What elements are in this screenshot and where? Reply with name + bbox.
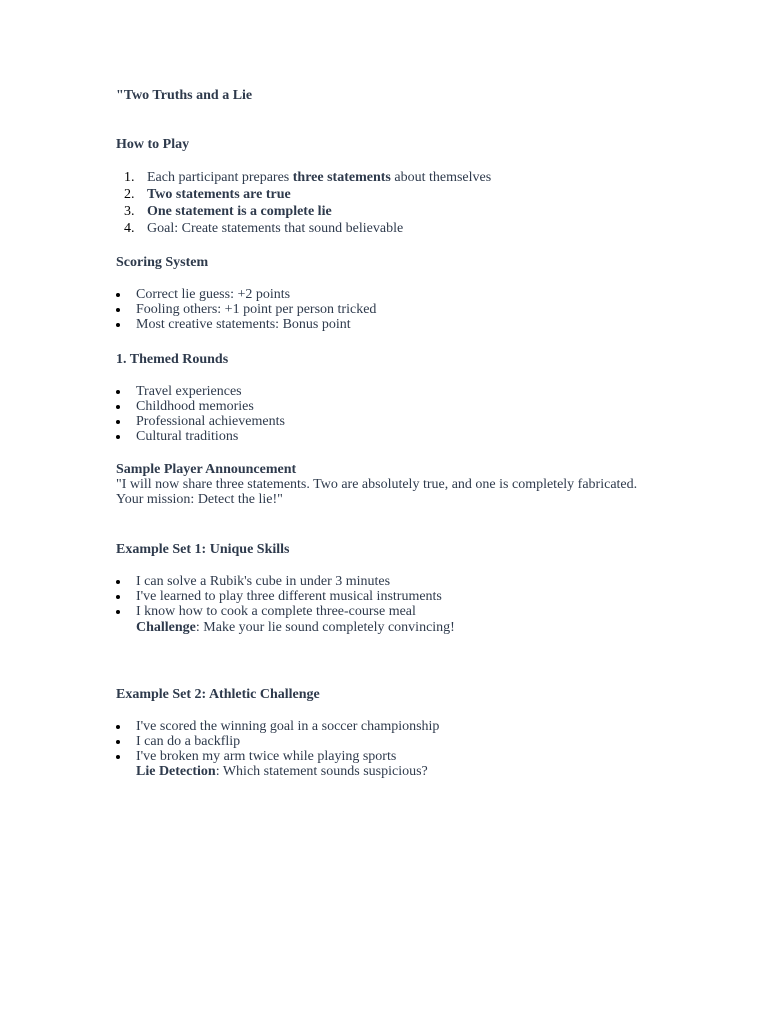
bullet-icon bbox=[116, 323, 120, 327]
list-item: Most creative statements: Bonus point bbox=[116, 317, 376, 332]
list-item: Cultural traditions bbox=[116, 429, 285, 444]
list-item: I can solve a Rubik's cube in under 3 minutes bbox=[116, 574, 442, 589]
list-item: I've learned to play three different musical instruments bbox=[116, 589, 442, 604]
list-item: I can do a backflip bbox=[116, 734, 439, 749]
themed-rounds-heading: 1. Themed Rounds bbox=[116, 352, 229, 367]
bullet-icon bbox=[116, 293, 120, 297]
bullet-icon bbox=[116, 755, 120, 759]
document-title: "Two Truths and a Lie bbox=[116, 88, 253, 103]
announcement-line-1: "I will now share three statements. Two are absolutely true, and one is completely fabricated. bbox=[116, 477, 638, 492]
scoring-list bbox=[116, 287, 376, 332]
scoring-heading: Scoring System bbox=[116, 255, 209, 270]
how-to-play-list bbox=[116, 169, 491, 237]
example-set-2-note: Lie Detection: Which statement sounds suspicious? bbox=[136, 764, 428, 779]
bullet-icon bbox=[116, 405, 120, 409]
announcement-heading: Sample Player Announcement bbox=[116, 462, 297, 477]
bullet-icon bbox=[116, 420, 120, 424]
how-to-play-heading: How to Play bbox=[116, 137, 190, 152]
list-item: I've broken my arm twice while playing sports bbox=[116, 749, 439, 764]
list-item: I've scored the winning goal in a soccer championship bbox=[116, 719, 439, 734]
announcement-line-2: Your mission: Detect the lie!" bbox=[116, 492, 283, 507]
bullet-icon bbox=[116, 740, 120, 744]
bullet-icon bbox=[116, 308, 120, 312]
list-item: 3. One statement is a complete lie bbox=[124, 204, 332, 219]
bullet-icon bbox=[116, 580, 120, 584]
bullet-icon bbox=[116, 595, 120, 599]
example-set-1-list bbox=[116, 574, 442, 619]
list-item: Professional achievements bbox=[116, 414, 285, 429]
bullet-icon bbox=[116, 435, 120, 439]
example-set-1-note: Challenge: Make your lie sound completely convincing! bbox=[136, 620, 455, 635]
example-set-2-heading: Example Set 2: Athletic Challenge bbox=[116, 687, 320, 702]
list-item: Correct lie guess: +2 points bbox=[116, 287, 376, 302]
bullet-icon bbox=[116, 610, 120, 614]
list-item: Fooling others: +1 point per person tricked bbox=[116, 302, 376, 317]
list-item: 2. Two statements are true bbox=[124, 187, 291, 202]
example-set-1-heading: Example Set 1: Unique Skills bbox=[116, 542, 290, 557]
list-item: Travel experiences bbox=[116, 384, 285, 399]
list-item: 4. Goal: Create statements that sound believable bbox=[124, 221, 404, 236]
list-item: 1. Each participant prepares three statements about themselves bbox=[124, 170, 492, 185]
bullet-icon bbox=[116, 390, 120, 394]
list-item: I know how to cook a complete three-course meal bbox=[116, 604, 442, 619]
themed-rounds-list bbox=[116, 384, 285, 444]
list-item: Childhood memories bbox=[116, 399, 285, 414]
bullet-icon bbox=[116, 725, 120, 729]
example-set-2-list bbox=[116, 719, 439, 764]
